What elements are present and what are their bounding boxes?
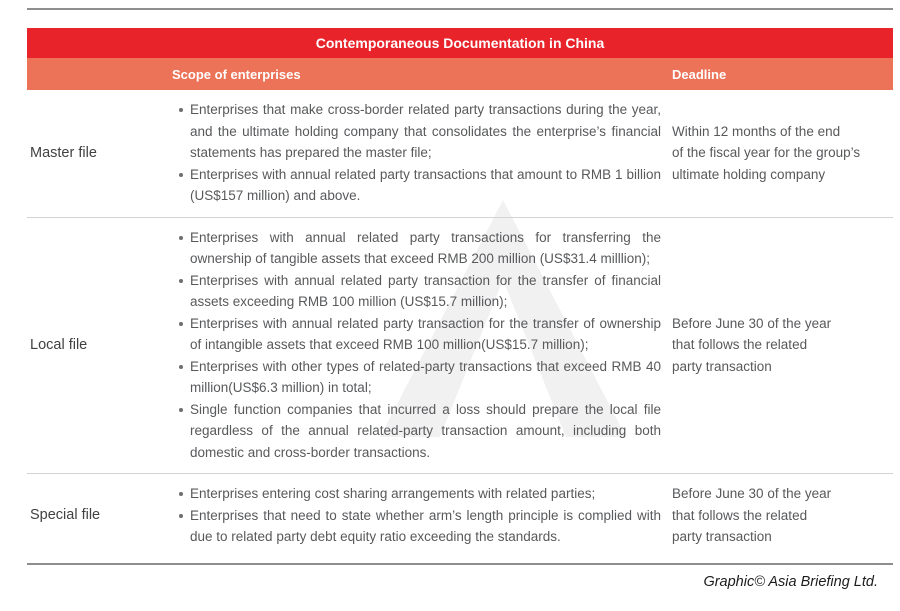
column-header-scope: Scope of enterprises [172,66,301,82]
scope-bullet-text: Enterprises with annual related party transaction for the transfer of ownership of intangible assets that exceed RMB 100 million(US$15.7 million); [190,315,661,352]
scope-bullet [172,99,661,164]
scope-bullet [172,270,661,313]
table-row-master-file [27,90,893,218]
table-title: Contemporaneous Documentation in China [315,35,605,51]
scope-bullet-text: Enterprises with annual related party transaction for the transfer of financial assets exceeding RMB 100 million (US$15.7 million); [190,272,661,309]
bullet-icon [179,492,183,496]
bullet-icon [179,173,183,177]
scope-bullet [172,164,661,207]
scope-bullet [172,227,661,270]
scope-cell [172,483,665,548]
bullet-icon [179,108,183,112]
top-rule [27,8,893,10]
scope-bullet-text: Enterprises with other types of related-party transactions that exceed RMB 40 million(US$6.3 million) in total; [190,358,661,395]
bullet-icon [179,408,183,412]
row-label: Local file [30,336,88,353]
table-row-local-file [27,218,893,475]
deadline-cell [665,99,893,207]
deadline-line: Before June 30 of the year [672,486,832,501]
deadline-line: that follows the related [672,337,808,352]
deadline-cell [665,227,893,464]
table-title-bar [27,28,893,58]
scope-bullet-text: Enterprises entering cost sharing arrangements with related parties; [190,486,596,501]
scope-bullet [172,399,661,464]
table-row-special-file [27,474,893,558]
scope-bullet-text: Enterprises with annual related party transactions for transferring the ownership of tangible assets that exceed RMB 200 million (US$31.4 milllion); [190,229,661,266]
deadline-line: party transaction [672,358,772,374]
deadline-line: of the fiscal year for the group’s [672,145,861,160]
deadline-line: Within 12 months of the end [672,123,841,139]
scope-bullet-list [172,483,661,548]
scope-cell [172,99,665,207]
scope-bullet [172,313,661,356]
column-header-row [27,58,893,90]
scope-bullet [172,505,661,548]
scope-cell [172,227,665,464]
deadline-cell [665,483,893,548]
row-label: Master file [30,144,97,161]
documentation-table [27,28,893,558]
graphic-credit: Graphic© Asia Briefing Ltd. [703,574,878,590]
bullet-icon [179,365,183,369]
scope-bullet-list [172,99,661,207]
bullet-icon [179,279,183,283]
row-label: Special file [30,507,101,524]
scope-bullet [172,483,661,505]
deadline-line: party transaction [672,529,772,544]
scope-bullet-text: Enterprises that need to state whether arm’s length principle is complied with due to related party debt equity ratio exceeding the standards. [190,507,661,544]
deadline-line: Before June 30 of the year [672,315,832,331]
scope-bullet [172,356,661,399]
deadline-line: ultimate holding company [672,166,826,182]
column-header-deadline: Deadline [672,66,727,82]
bullet-icon [179,514,183,518]
deadline-line: that follows the related [672,507,808,523]
bullet-icon [179,322,183,326]
bullet-icon [179,236,183,240]
scope-bullet-text: Single function companies that incurred a loss should prepare the local file regardless of the annual related-party transaction amount, including both domestic and cross-border transactions. [190,401,661,460]
bottom-rule [27,563,893,565]
scope-bullet-text: Enterprises that make cross-border related party transactions during the year, and the ultimate holding company that consolidates the enterprise’s financial statements has prepared the master file; [190,102,661,160]
scope-bullet-list [172,227,661,464]
scope-bullet-text: Enterprises with annual related party transactions that amount to RMB 1 billion (US$157 million) and above. [190,166,661,203]
